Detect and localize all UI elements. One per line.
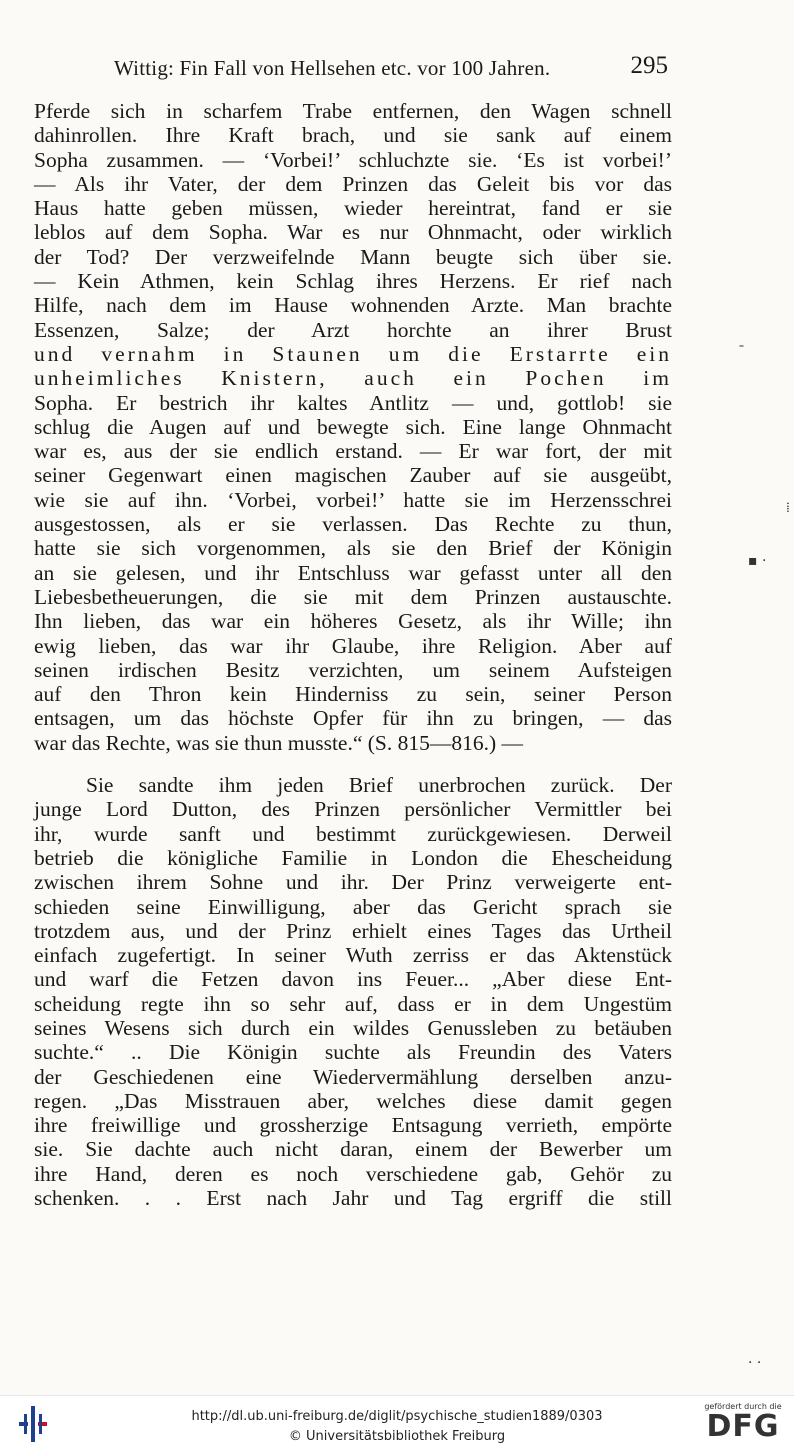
dfg-logo-text: DFG (706, 1409, 780, 1444)
paragraph-2 (34, 773, 672, 1210)
text-line: und vernahm in Staunen um die Erstarrte ein (34, 341, 672, 366)
text-line: war es, aus der sie endlich erstand. — Er war fort, der mit (34, 439, 672, 464)
text-line: ausgestossen, als er sie verlassen. Das Rechte zu thun, (34, 512, 672, 537)
text-line: — Kein Athmen, kein Schlag ihres Herzens. Er rief nach (34, 269, 672, 294)
text-line: seiner Gegenwart einen magischen Zauber auf sie ausgeübt, (34, 463, 672, 488)
margin-mark: ▪ · (748, 553, 767, 569)
text-line: ihr, wurde sanft und bestimmt zurückgewiesen. Derweil (34, 821, 672, 846)
text-line: Liebesbetheuerungen, die sie mit dem Prinzen austauschte. (34, 584, 672, 609)
text-line: wie sie auf ihn. ‘Vorbei, vorbei!’ hatte sie im Herzensschrei (34, 487, 672, 512)
text-line: leblos auf dem Sopha. War es nur Ohnmacht, oder wirklich (34, 220, 672, 245)
text-line: an sie gelesen, und ihr Entschluss war gefasst unter all den (34, 560, 672, 585)
text-line: der Tod? Der verzweifelnde Mann beugte sich über sie. (34, 244, 672, 269)
text-line: Essenzen, Salze; der Arzt horchte an ihrer Brust (34, 317, 672, 342)
text-line: zwischen ihrem Sohne und ihr. Der Prinz verweigerte ent- (34, 870, 672, 895)
text-line: ihre freiwillige und grossherzige Entsagung verrieth, empörte (34, 1113, 672, 1138)
running-title: Wittig: Fin Fall von Hellsehen etc. vor 100 Jahren. (114, 56, 551, 80)
text-line: trotzdem aus, und der Prinz erhielt eines Tages das Urtheil (34, 918, 672, 943)
text-line: dahinrollen. Ihre Kraft brach, und sie sank auf einem (34, 123, 672, 148)
paragraph-1 (34, 99, 672, 755)
text-line: seinen irdischen Besitz verzichten, um seinem Aufsteigen (34, 657, 672, 682)
text-line: betrieb die königliche Familie in London die Ehescheidung (34, 845, 672, 870)
text-line: seines Wesens sich durch ein wildes Genussleben zu betäuben (34, 1015, 672, 1040)
text-line: Hilfe, nach dem im Hause wohnenden Arzte. Man brachte (34, 293, 672, 318)
text-line: — Als ihr Vater, der dem Prinzen das Geleit bis vor das (34, 171, 672, 196)
text-line: scheidung regte ihn so sehr auf, dass er in dem Ungestüm (34, 991, 672, 1016)
text-line: und warf die Fetzen davon ins Feuer... „Aber diese Ent- (34, 967, 672, 992)
text-line: sie. Sie dachte auch nicht daran, einem der Bewerber um (34, 1137, 672, 1162)
dfg-logo (700, 1402, 786, 1446)
text-line: ihre Hand, deren es noch verschiedene gab, Gehör zu (34, 1161, 672, 1186)
text-line: Sopha. Er bestrich ihr kaltes Antlitz — und, gottlob! sie (34, 390, 672, 415)
text-line: Sopha zusammen. — ‘Vorbei!’ schluchzte sie. ‘Es ist vorbei!’ (34, 147, 672, 172)
margin-mark: ⁞ (786, 500, 790, 516)
text-line: schenken. . . Erst nach Jahr und Tag ergriff die still (34, 1186, 672, 1211)
text-line: entsagen, um das höchste Opfer für ihn zu bringen, — das (34, 706, 672, 731)
dfg-caption: gefördert durch die (704, 1402, 782, 1411)
margin-mark: ˉ (738, 344, 745, 360)
paragraph-gap (34, 755, 672, 773)
text-line: auf den Thron kein Hinderniss zu sein, seiner Person (34, 682, 672, 707)
text-line: schieden seine Einwilligung, aber das Gericht sprach sie (34, 894, 672, 919)
body-text (34, 99, 672, 1210)
text-line: ewig lieben, das war ihr Glaube, ihre Religion. Aber auf (34, 633, 672, 658)
text-line: regen. „Das Misstrauen aber, welches diese damit gegen (34, 1088, 672, 1113)
text-line: unheimliches Knistern, auch ein Pochen im (34, 366, 672, 391)
text-line: war das Rechte, was sie thun musste.“ (S. 815—816.) — (34, 730, 524, 755)
margin-mark: · · (748, 1355, 762, 1371)
running-header (34, 52, 672, 84)
text-line: junge Lord Dutton, des Prinzen persönlicher Vermittler bei (34, 797, 672, 822)
text-line: hatte sie sich vorgenommen, als sie den Brief der Königin (34, 536, 672, 561)
text-line: einfach zugefertigt. In seiner Wuth zerriss er das Aktenstück (34, 943, 672, 968)
text-line: Sie sandte ihm jeden Brief unerbrochen zurück. Der (86, 773, 672, 798)
text-line: Ihn lieben, das war ein höheres Gesetz, als ihr Wille; ihn (34, 609, 672, 634)
text-line: schlug die Augen auf und bewegte sich. Eine lange Ohnmacht (34, 414, 672, 439)
copyright-text: © Universitätsbibliothek Freiburg (288, 1429, 506, 1444)
text-line: Pferde sich in scharfem Trabe entfernen, den Wagen schnell (34, 99, 672, 123)
text-line: Haus hatte geben müssen, wieder hereintrat, fand er sie (34, 196, 672, 221)
footer-bar (0, 1395, 794, 1452)
text-line: suchte.“ .. Die Königin suchte als Freundin des Vaters (34, 1040, 672, 1065)
source-url-link[interactable]: http://dl.ub.uni-freiburg.de/diglit/psychische_studien1889/0303 (191, 1409, 603, 1424)
page-number: 295 (630, 52, 668, 79)
text-line: der Geschiedenen eine Wiedervermählung derselben anzu- (34, 1064, 672, 1089)
